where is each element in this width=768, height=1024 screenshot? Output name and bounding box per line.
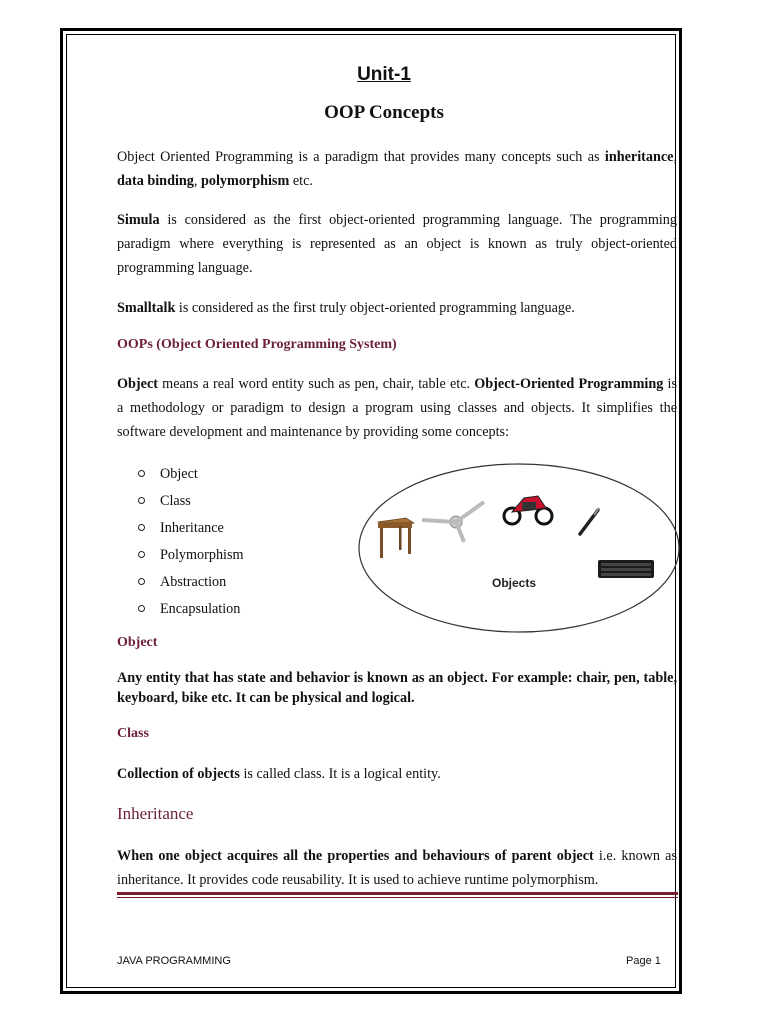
simula-paragraph (117, 208, 677, 280)
bullet-icon (138, 605, 145, 612)
term-inheritance: inheritance (604, 149, 674, 165)
list-item-label: Abstraction (160, 573, 227, 590)
table-icon (378, 518, 414, 558)
intro-separator: , (193, 173, 201, 189)
list-item (138, 595, 244, 622)
list-item-label: Encapsulation (160, 600, 241, 617)
list-item (138, 568, 244, 595)
object-paragraph (117, 372, 677, 444)
term-object: Object (117, 376, 158, 392)
list-item (138, 487, 244, 514)
list-item (138, 541, 244, 568)
bullet-icon (138, 578, 145, 585)
ceiling-fan-icon (422, 502, 484, 542)
intro-text: Object Oriented Programming is a paradigm that provides many concepts such as (117, 149, 600, 165)
bullet-icon (138, 470, 145, 477)
section-divider-thin (117, 897, 678, 898)
simula-text: is considered as the first object-oriented programming language. The programming paradigm where everything is represented as an object is known as truly object-oriented programming language. (117, 212, 677, 276)
diagram-label: Objects (491, 576, 537, 590)
smalltalk-paragraph (117, 296, 677, 320)
term-data-binding: data binding (117, 173, 194, 189)
bike-icon (504, 496, 552, 524)
intro-paragraph (117, 145, 677, 193)
term-simula: Simula (117, 212, 160, 228)
page-number: Page 1 (626, 955, 661, 967)
inheritance-definition (117, 844, 677, 892)
object-definition: Any entity that has state and behavior is known as an object. For example: chair, pen, table, keyboard, bike etc. It can be physical and logical. (117, 670, 677, 706)
intro-separator: , (673, 149, 678, 165)
unit-title: Unit-1 (357, 64, 411, 85)
class-definition (117, 762, 677, 786)
list-item-label: Class (160, 492, 191, 509)
list-item-label: Polymorphism (160, 546, 244, 563)
term-smalltalk: Smalltalk (117, 300, 176, 316)
objects-ellipse (359, 464, 679, 632)
pen-icon (580, 508, 599, 534)
list-item (138, 460, 244, 487)
list-item-label: Object (160, 465, 198, 482)
intro-text-end: etc. (289, 173, 313, 189)
object-text-2: is a methodology or paradigm to design a program using classes and objects. It simplifies the software development and maintenance by providing some concepts: (117, 376, 678, 440)
footer-title: JAVA PROGRAMMING (117, 955, 231, 967)
class-text: is called class. It is a logical entity. (239, 766, 441, 782)
inheritance-text: i.e. known as inheritance. It provides code reusability. It is used to achieve runtime polymorphism. (117, 848, 677, 888)
list-item-label: Inheritance (160, 519, 224, 536)
object-text: means a real word entity such as pen, chair, table etc. (157, 376, 475, 392)
bullet-icon (138, 551, 145, 558)
smalltalk-text: is considered as the first truly object-oriented programming language. (175, 300, 575, 316)
term-inheritance-def: When one object acquires all the properties and behaviours of parent object (117, 848, 594, 864)
class-heading: Class (117, 726, 149, 741)
concepts-list (138, 460, 244, 622)
term-oop: Object-Oriented Programming (474, 376, 664, 392)
page-title: OOP Concepts (324, 102, 444, 123)
oops-heading: OOPs (Object Oriented Programming System) (117, 337, 397, 352)
inheritance-heading: Inheritance (117, 804, 194, 823)
objects-diagram (354, 460, 684, 636)
keyboard-icon (598, 560, 654, 578)
term-polymorphism: polymorphism (200, 173, 290, 189)
list-item (138, 514, 244, 541)
object-heading: Object (117, 635, 158, 650)
bullet-icon (138, 524, 145, 531)
term-collection: Collection of objects (117, 766, 240, 782)
bullet-icon (138, 497, 145, 504)
section-divider (117, 892, 678, 895)
